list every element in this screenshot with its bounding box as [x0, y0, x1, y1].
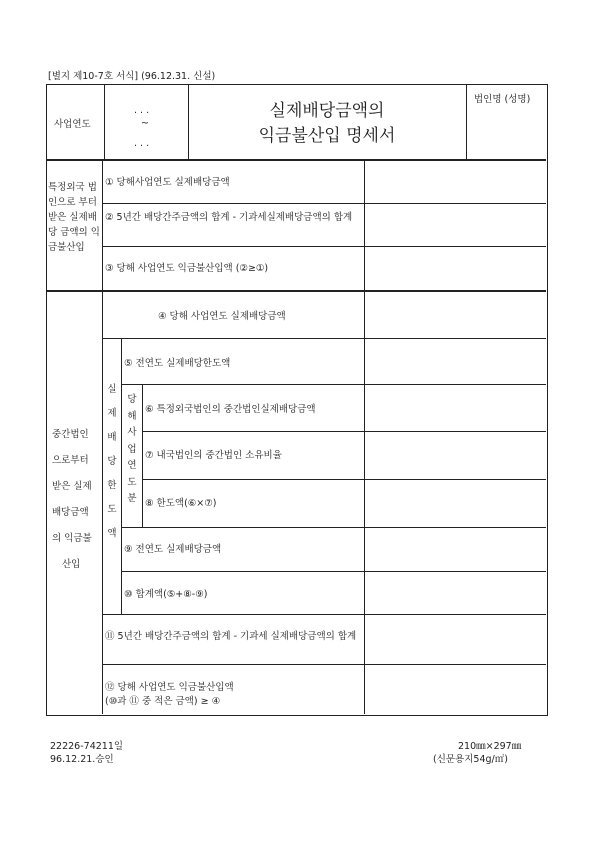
doc-title-line1: 실제배당금액의	[269, 101, 385, 121]
row3-value[interactable]	[366, 248, 544, 288]
row9-value[interactable]	[366, 529, 544, 570]
row6-value[interactable]	[366, 386, 544, 430]
row2-value[interactable]	[366, 205, 544, 245]
paper-type: (신문용지54g/㎡)	[433, 754, 508, 765]
period-tilde: ~	[141, 118, 149, 129]
current-year-vertical-label: 당 해 사 업 연 도 분	[127, 394, 137, 504]
year-label: 사업연도	[54, 119, 91, 130]
paper-size: 210㎜×297㎜	[458, 741, 522, 752]
row4-value[interactable]	[366, 293, 544, 337]
row9-label: ⑨ 전연도 실제배당금액	[124, 544, 222, 555]
row2-label: ② 5년간 배당간주금액의 합계 - 기과세실제배당금액의 합계	[105, 212, 353, 223]
corp-name-label: 법인명 (성명)	[474, 94, 531, 105]
section2-label-3: 받은 실제	[52, 481, 92, 492]
period-end[interactable]: . . .	[134, 138, 150, 149]
period-start[interactable]: . . .	[134, 105, 150, 116]
section2-label-2: 으로부터	[52, 455, 89, 466]
row5-value[interactable]	[366, 340, 544, 383]
doc-title-line2: 익금불산입 명세서	[258, 126, 396, 146]
row7-value[interactable]	[366, 433, 544, 478]
row7-label: ⑦ 내국법인의 중간법인 소유비율	[145, 450, 282, 461]
form-caption: [별지 제10-7호 서식] (96.12.31. 신설)	[48, 71, 216, 82]
row11-label: ⑪ 5년간 배당간주금액의 합계 - 기과세 실제배당금액의 합계	[105, 631, 357, 642]
row10-label: ⑩ 합계액(⑤+⑧-⑨)	[124, 589, 208, 600]
form-code: 22226-74211일	[50, 741, 124, 752]
limit-vertical-label: 실 제 배 당 한 도 액	[107, 384, 117, 539]
row12-value[interactable]	[366, 666, 544, 712]
row1-value[interactable]	[366, 162, 544, 202]
row12-label-line2: (⑩과 ⑪ 중 적은 금액) ≥ ④	[105, 696, 221, 707]
section2-label-6: 산입	[62, 559, 81, 570]
section1-label: 특정외국 법인으로 부터 받은 실제배당 금액의 익금불산입	[48, 182, 100, 253]
row5-label: ⑤ 전연도 실제배당한도액	[124, 358, 231, 369]
section2-label-5: 의 익금불	[52, 533, 92, 544]
row1-label: ① 당해사업연도 실제배당금액	[105, 177, 230, 188]
section2-label-1: 중간법인	[52, 429, 89, 440]
row12-label-line1: ⑫ 당해 사업연도 익금불산입액	[105, 682, 234, 693]
row3-label: ③ 당해 사업연도 익금불산입액 (②≥①)	[105, 263, 269, 274]
row8-value[interactable]	[366, 481, 544, 526]
approval-date: 96.12.21.승인	[50, 754, 114, 765]
row4-label: ④ 당해 사업연도 실제배당금액	[158, 311, 286, 322]
section2-label-4: 배당금액	[52, 507, 89, 518]
row6-label: ⑥ 특정외국법인의 중간법인실제배당금액	[145, 404, 316, 415]
row11-value[interactable]	[366, 616, 544, 663]
row8-label: ⑧ 한도액(⑥×⑦)	[145, 498, 217, 509]
row10-value[interactable]	[366, 573, 544, 613]
